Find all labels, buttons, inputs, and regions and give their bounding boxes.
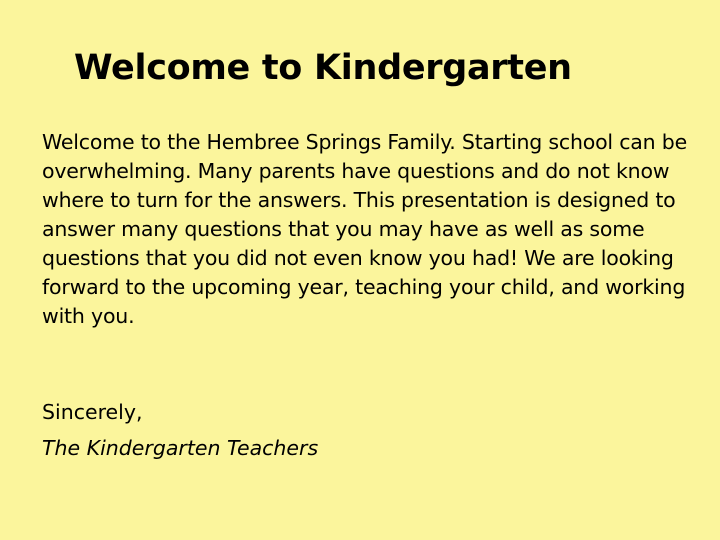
welcome-paragraph: Welcome to the Hembree Springs Family. Starting school can be overwhelming. Many parents have questions and do not know where to turn for the answers. This presentation is designed to answer many questions that you may have as well as some questions that you did not even know you had! We are looking forward to the upcoming year, teaching your child, and working with you. xyxy=(42,130,688,328)
signature: The Kindergarten Teachers xyxy=(42,436,319,460)
slide-title: Welcome to Kindergarten xyxy=(74,48,572,88)
closing-line: Sincerely, xyxy=(42,400,143,424)
